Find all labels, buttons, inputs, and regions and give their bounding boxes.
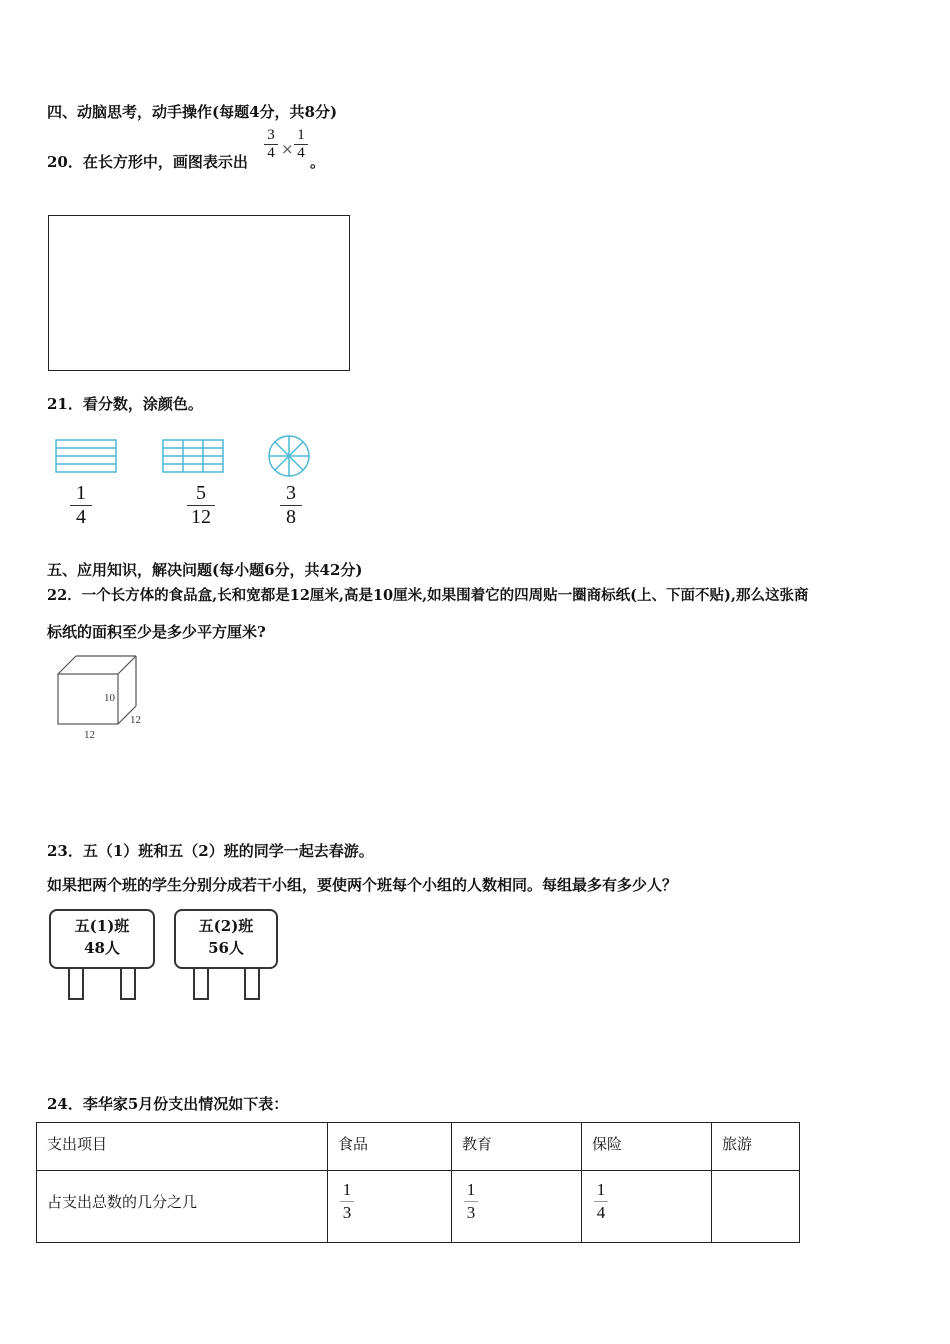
numerator: 1 <box>76 482 86 504</box>
denominator: 3 <box>342 1203 352 1222</box>
numerator: 3 <box>286 482 296 504</box>
table-header-cell: 保险 <box>582 1123 712 1171</box>
question-22-line-1: 22．一个长方体的食品盒,长和宽都是12厘米,高是10厘米,如果围着它的四周贴一圈商标纸(上、下面不贴),那么这张商 <box>47 587 809 604</box>
table-cell-empty[interactable] <box>712 1171 800 1243</box>
table-header-cell: 支出项目 <box>37 1123 328 1171</box>
numerator: 1 <box>342 1180 352 1199</box>
question-22-line-2: 标纸的面积至少是多少平方厘米? <box>47 623 266 641</box>
class-5-2-sign <box>174 909 278 969</box>
numerator: 3 <box>267 127 275 143</box>
denominator: 8 <box>286 506 296 528</box>
denominator: 4 <box>76 506 86 528</box>
sign-class-name: 五(1)班 <box>74 917 130 935</box>
denominator: 4 <box>596 1203 606 1222</box>
denominator: 3 <box>466 1203 476 1222</box>
table-cell <box>328 1171 452 1243</box>
class-5-1-sign <box>49 909 155 969</box>
table-header-cell: 教育 <box>452 1123 582 1171</box>
rect-twelfths-figure[interactable] <box>163 440 223 472</box>
denominator: 12 <box>191 506 211 528</box>
table-header-cell: 食品 <box>328 1123 452 1171</box>
fraction-one-quarter <box>294 127 308 162</box>
table-cell <box>582 1171 712 1243</box>
denominator: 4 <box>267 145 275 161</box>
cuboid-width-label: 12 <box>130 714 141 726</box>
section-4-heading: 四、动脑思考，动手操作(每题4分，共8分) <box>47 103 338 121</box>
question-23-line-1: 23．五（1）班和五（2）班的同学一起去春游。 <box>47 842 374 860</box>
question-20 <box>47 152 248 172</box>
denominator: 4 <box>297 145 305 161</box>
table-header-row <box>37 1123 800 1171</box>
table-row <box>37 1171 800 1243</box>
table-header-cell: 旅游 <box>712 1123 800 1171</box>
question-number: 21． <box>47 395 83 413</box>
drawing-rectangle[interactable] <box>48 215 350 371</box>
numerator: 5 <box>196 482 206 504</box>
cuboid-length-label: 12 <box>84 729 95 741</box>
table-row-label: 占支出总数的几分之几 <box>37 1171 328 1243</box>
question-21 <box>47 394 203 414</box>
question-number: 20． <box>47 153 83 171</box>
section-5-heading: 五、应用知识，解决问题(每小题6分，共42分) <box>47 561 363 579</box>
table-cell <box>452 1171 582 1243</box>
sign-student-count: 48人 <box>84 939 120 957</box>
circle-eighths-figure[interactable] <box>269 436 309 476</box>
numerator: 1 <box>596 1180 606 1199</box>
numerator: 1 <box>297 127 305 143</box>
fraction-3-8 <box>280 482 302 529</box>
question-text: 看分数，涂颜色。 <box>82 395 203 413</box>
fraction-5-12 <box>187 482 215 529</box>
expense-table <box>36 1122 800 1243</box>
fraction-three-quarters <box>264 127 278 162</box>
cuboid-figure <box>50 650 150 745</box>
sign-student-count: 56人 <box>208 939 244 957</box>
question-end-mark: 。 <box>310 153 326 171</box>
question-24: 24．李华家5月份支出情况如下表： <box>47 1095 289 1113</box>
rect-quarters-figure[interactable] <box>56 440 116 472</box>
question-23-line-2: 如果把两个班的学生分别分成若干小组，要使两个班每个小组的人数相同。每组最多有多少人？ <box>47 876 678 894</box>
fraction-1-4 <box>70 482 92 529</box>
sign-class-name: 五(2)班 <box>198 917 254 935</box>
cuboid-height-label: 10 <box>104 692 115 704</box>
question-text: 在长方形中，画图表示出 <box>82 153 248 171</box>
multiply-sign: × <box>281 140 294 158</box>
numerator: 1 <box>466 1180 476 1199</box>
